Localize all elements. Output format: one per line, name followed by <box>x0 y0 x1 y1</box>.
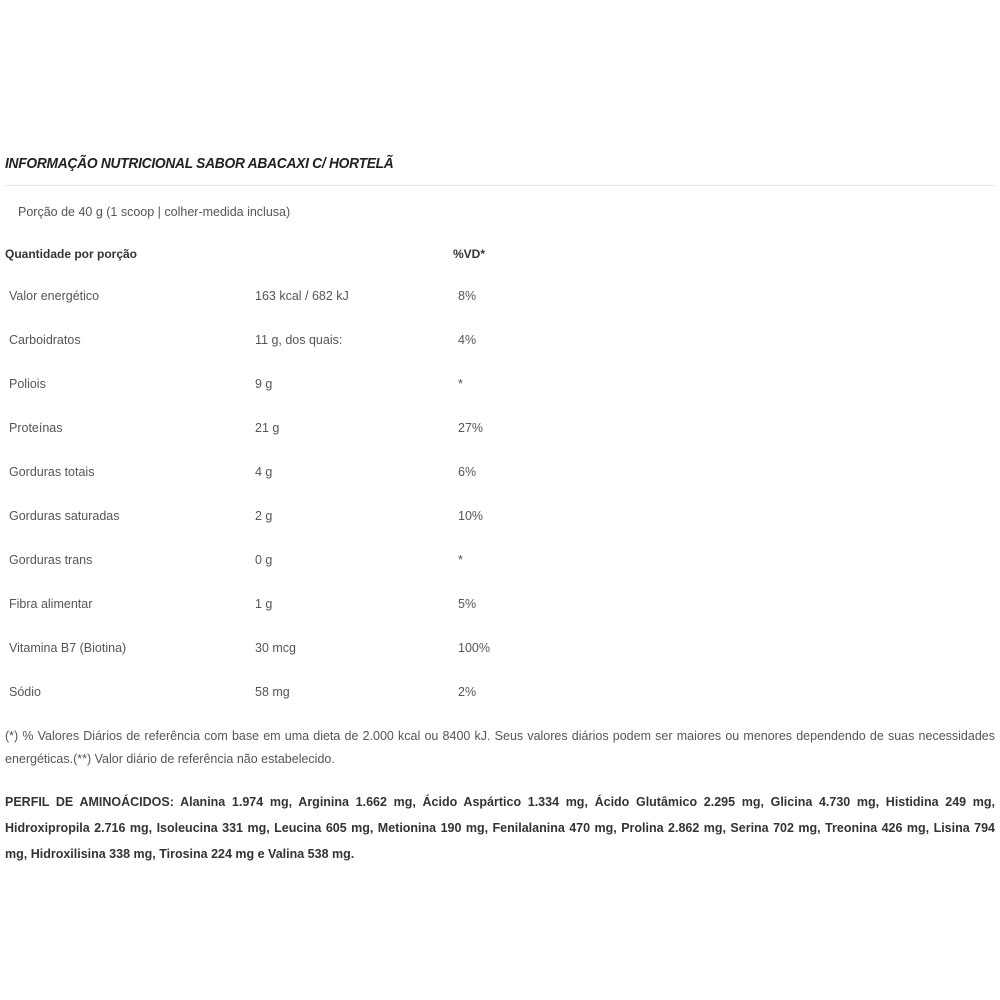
nutrient-vd: 5% <box>458 597 477 611</box>
nutrient-vd: 8% <box>458 289 477 303</box>
table-row <box>0 582 1000 626</box>
nutrient-name: Sódio <box>9 685 41 699</box>
nutrient-amount: 0 g <box>255 553 273 567</box>
nutrient-amount: 1 g <box>255 597 273 611</box>
header-quantity: Quantidade por porção <box>5 247 138 261</box>
nutrient-amount: 58 mg <box>255 685 290 699</box>
portion-size: Porção de 40 g (1 scoop | colher-medida inclusa) <box>18 205 291 219</box>
nutrient-name: Fibra alimentar <box>9 597 93 611</box>
table-row <box>0 318 1000 362</box>
nutrient-vd: 6% <box>458 465 477 479</box>
nutrient-amount: 9 g <box>255 377 273 391</box>
nutrient-vd: * <box>458 377 463 391</box>
nutrient-name: Gorduras saturadas <box>9 509 120 523</box>
nutrient-vd: 2% <box>458 685 477 699</box>
table-row <box>0 450 1000 494</box>
nutrient-amount: 21 g <box>255 421 280 435</box>
table-row <box>0 274 1000 318</box>
table-row <box>0 538 1000 582</box>
nutrient-name: Gorduras trans <box>9 553 93 567</box>
nutrient-amount: 163 kcal / 682 kJ <box>255 289 349 303</box>
nutrient-name: Poliois <box>9 377 46 391</box>
nutrient-name: Valor energético <box>9 289 100 303</box>
header-vd: %VD* <box>453 247 486 261</box>
nutrient-vd: * <box>458 553 463 567</box>
nutrient-vd: 10% <box>458 509 484 523</box>
nutrient-name: Vitamina B7 (Biotina) <box>9 641 127 655</box>
nutrient-name: Carboidratos <box>9 333 81 347</box>
table-row <box>0 362 1000 406</box>
nutrient-amount: 4 g <box>255 465 273 479</box>
nutrient-name: Proteínas <box>9 421 63 435</box>
nutrient-vd: 27% <box>458 421 484 435</box>
nutrient-amount: 11 g, dos quais: <box>255 333 343 347</box>
footnote: (*) % Valores Diários de referência com base em uma dieta de 2.000 kcal ou 8400 kJ. Seus valores diários podem ser maiores ou menores dependendo de suas necessidades energéticas.(**) Valor diário de referência não estabelecido. <box>5 729 995 766</box>
table-row <box>0 626 1000 670</box>
page-title: INFORMAÇÃO NUTRICIONAL SABOR ABACAXI C/ HORTELÃ <box>5 155 394 172</box>
table-row <box>0 494 1000 538</box>
nutrient-amount: 2 g <box>255 509 273 523</box>
title-divider <box>5 185 995 186</box>
table-row <box>0 406 1000 450</box>
nutrient-name: Gorduras totais <box>9 465 95 479</box>
nutrient-vd: 4% <box>458 333 477 347</box>
nutrient-amount: 30 mcg <box>255 641 296 655</box>
nutrient-vd: 100% <box>458 641 490 655</box>
amino-acid-profile: PERFIL DE AMINOÁCIDOS: Alanina 1.974 mg, Arginina 1.662 mg, Ácido Aspártico 1.334 mg, Ácido Glutâmico 2.295 mg, Glicina 4.730 mg, Histidina 249 mg, Hidroxipropila 2.716 mg, Isoleucina 331 mg, Leucina 605 mg, Metionina 190 mg, Fenilalanina 470 mg, Prolina 2.862 mg, Serina 702 mg, Treonina 426 mg, Lisina 794 mg, Hidroxilisina 338 mg, Tirosina 224 mg e Valina 538 mg. <box>5 795 995 861</box>
nutrition-table <box>0 274 1000 714</box>
table-row <box>0 670 1000 714</box>
